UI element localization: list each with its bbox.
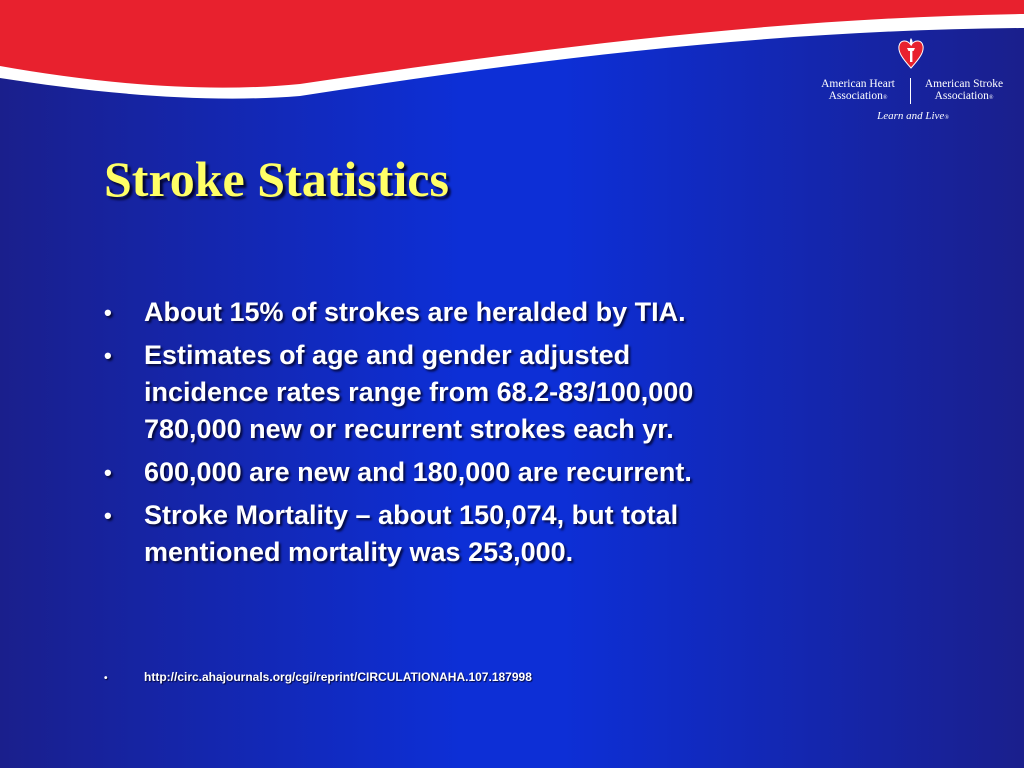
bullet-text: 780,000 new or recurrent strokes each yr.: [144, 414, 674, 444]
bullet-item: [104, 454, 924, 491]
bullet-item: [104, 497, 924, 571]
aha-name-line2: Association: [828, 90, 883, 102]
tagline-registered-mark: ®: [944, 115, 949, 121]
bullet-text: Stroke Mortality – about 150,074, but total: [144, 500, 679, 530]
logo-divider: [910, 78, 911, 104]
bullet-marker: •: [104, 343, 112, 368]
bullet-text: incidence rates range from 68.2-83/100,000: [144, 377, 694, 407]
tagline-text: Learn and Live: [877, 110, 945, 122]
logo-tagline: [848, 110, 978, 122]
asa-name: [914, 78, 1014, 104]
bullet-text: 600,000 are new and 180,000 are recurrent.: [144, 457, 692, 487]
asa-registered-mark: ®: [988, 95, 994, 101]
aha-registered-mark: ®: [882, 95, 888, 101]
bullet-marker: •: [104, 300, 112, 325]
bullet-text: About 15% of strokes are heralded by TIA.: [144, 297, 686, 327]
asa-name-line2: Association: [934, 90, 989, 102]
bullet-marker: •: [104, 460, 112, 485]
reference-link[interactable]: http://circ.ahajournals.org/cgi/reprint/CIRCULATIONAHA.107.187998: [144, 670, 532, 684]
reference-marker: •: [104, 673, 108, 684]
bullet-text: mentioned mortality was 253,000.: [144, 537, 574, 567]
bullet-item: [104, 337, 924, 448]
aha-name: [808, 78, 908, 104]
heart-torch-icon: [898, 36, 924, 70]
aha-name-line1: American Heart: [821, 78, 895, 90]
bullet-text: Estimates of age and gender adjusted: [144, 340, 631, 370]
reference: [104, 670, 532, 684]
asa-name-line1: American Stroke: [924, 78, 1004, 90]
slide-title: Stroke Statistics: [104, 151, 449, 207]
bullet-list: [104, 294, 924, 577]
aha-asa-logo: [808, 36, 1013, 128]
bullet-marker: •: [104, 503, 112, 528]
bullet-item: [104, 294, 924, 331]
